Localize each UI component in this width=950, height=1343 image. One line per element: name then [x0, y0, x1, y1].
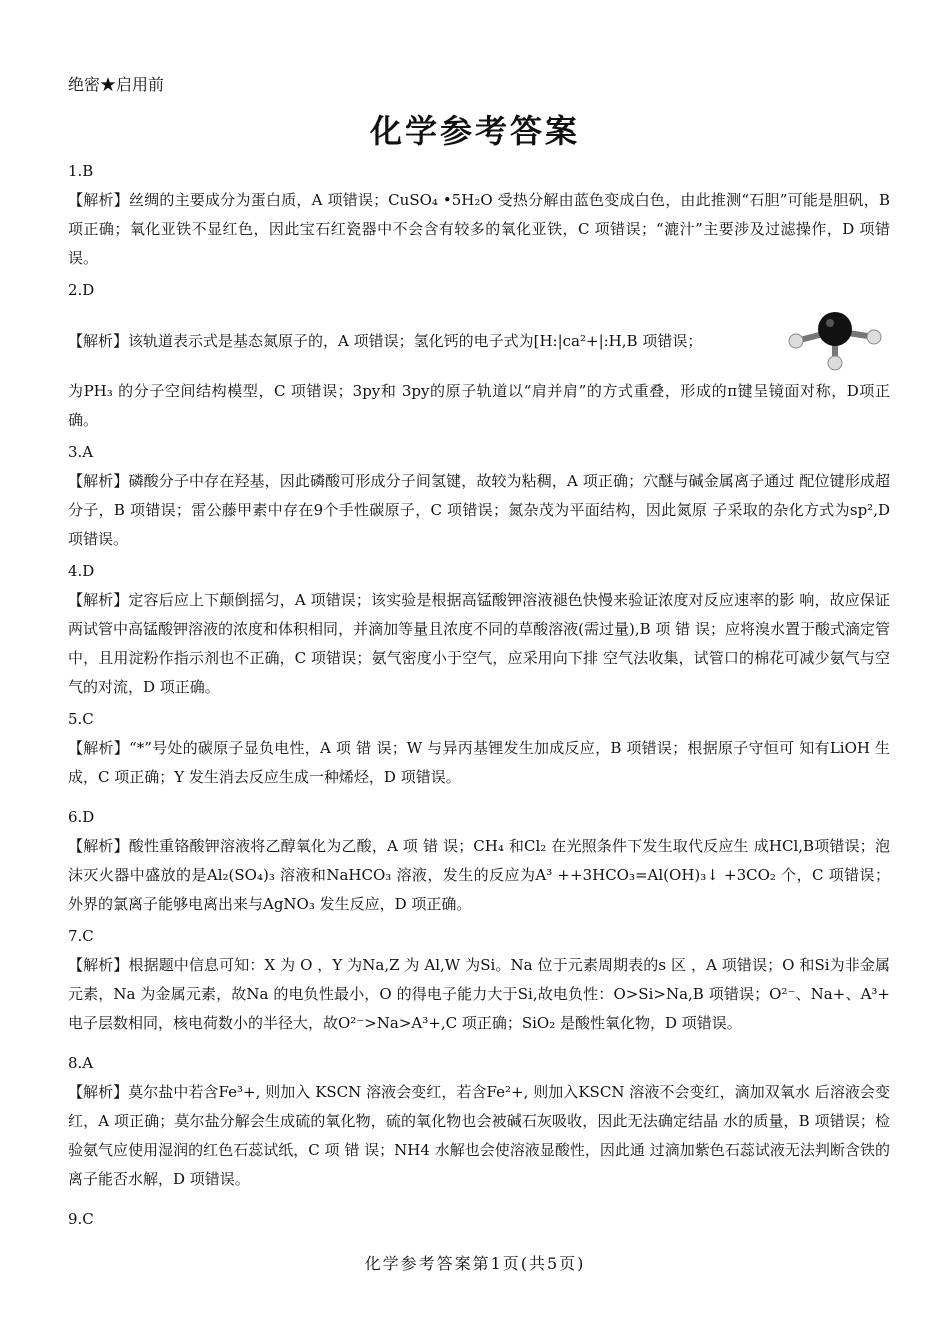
- analysis-1: 【解析】丝绸的主要成分为蛋白质，A 项错误；CuSO₄ •5H₂O 受热分解由蓝色变成白色，由此推测“石胆”可能是胆矾，B 项正确；氧化亚铁不显红色，因此宝石红瓷器中不会含有较多的氧化亚铁，C 项错误；“漉汁”主要涉及过滤操作，D 项错误。: [68, 191, 890, 267]
- ph3-molecule-model-icon: [780, 309, 890, 373]
- answer-number-8: 8.A: [68, 1054, 94, 1072]
- answer-number-3: 3.A: [68, 443, 94, 461]
- secret-mark: 绝密★启用前: [68, 75, 165, 94]
- analysis-2-row: [68, 309, 890, 373]
- analysis-6: 【解析】酸性重铬酸钾溶液将乙醇氧化为乙酸，A 项 错 误；CH₄ 和Cl₂ 在光照条件下发生取代反应生 成HCl,B项错误；泡沫灭火器中盛放的是Al₂(SO₄)₃ 溶液和NaHCO₃ 溶液，发生的反应为A³ ++3HCO₃=Al(OH)₃↓ +3CO₂ 个，C 项错误；外界的氯离子能够电离出来与AgNO₃ 发生反应，D 项正确。: [68, 837, 890, 913]
- page-title: 化学参考答案: [369, 112, 580, 150]
- page-footer: 化学参考答案第1页(共5页): [364, 1254, 586, 1273]
- answer-number-4: 4.D: [68, 562, 95, 580]
- analysis-2-part1: 【解析】该轨道表示式是基态氮原子的，A 项错误；氢化钙的电子式为[H:|ca²+|:H,B 项错误；: [68, 331, 703, 350]
- analysis-5: 【解析】“*”号处的碳原子显负电性，A 项 错 误；W 与异丙基锂发生加成反应，B 项错误；根据原子守恒可 知有LiOH 生 成，C 项正确；Y 发生消去反应生成一种烯烃，D 项错误。: [68, 739, 890, 786]
- answer-number-9: 9.C: [68, 1210, 94, 1228]
- answer-number-5: 5.C: [68, 710, 94, 728]
- answer-list: [68, 160, 890, 1230]
- analysis-7: 【解析】根据题中信息可知：X 为 O ，Y 为Na,Z 为 Al,W 为Si。Na 位于元素周期表的s 区 ，A 项错误；O 和Si为非金属元素，Na 为金属元素，故Na 的电负性最小，O 的得电子能力大于Si,故电负性：O>Si>Na,B 项错误；O²⁻、Na+、A³+ 电子层数相同，核电荷数小的半径大，故O²⁻>Na>A³+,C 项正确；SiO₂ 是酸性氧化物，D 项错误。: [68, 956, 890, 1032]
- analysis-4: 【解析】定容后应上下颠倒摇匀，A 项错误；该实验是根据高锰酸钾溶液褪色快慢来验证浓度对反应速率的影 响，故应保证两试管中高锰酸钾溶液的浓度和体积相同，并滴加等量且浓度不同的草酸溶液(需过量),B 项 错 误；应将溴水置于酸式滴定管中，且用淀粉作指示剂也不正确，C 项错误；氨气密度小于空气，应采用向下排 空气法收集，试管口的棉花可减少氨气与空气的对流，D 项正确。: [68, 591, 890, 696]
- analysis-3: 【解析】磷酸分子中存在羟基，因此磷酸可形成分子间氢键，故较为粘稠，A 项正确；穴醚与碱金属离子通过 配位键形成超分子，B 项错误；雷公藤甲素中存在9个手性碳原子，C 项错误；氮杂茂为平面结构，因此氮原 子采取的杂化方式为sp²,D 项错误。: [68, 472, 890, 548]
- analysis-8: 【解析】莫尔盐中若含Fe³+, 则加入 KSCN 溶液会变红，若含Fe²+, 则加入KSCN 溶液不会变红，滴加双氧水 后溶液会变红，A 项正确；莫尔盐分解会生成硫的氧化物，硫的氧化物也会被碱石灰吸收，因此无法确定结晶 水的质量，B 项错误；检验氨气应使用湿润的红色石蕊试纸，C 项 错 误；NH4 水解也会使溶液显酸性，因此通 过滴加紫色石蕊试液无法判断含铁的离子能否水解，D 项错误。: [68, 1083, 890, 1188]
- analysis-2-part2: 为PH₃ 的分子空间结构模型，C 项错误；3py和 3py的原子轨道以“肩并肩”的方式重叠，形成的π键呈镜面对称，D项正确。: [68, 382, 890, 429]
- answer-number-2: 2.D: [68, 281, 95, 299]
- answer-number-7: 7.C: [68, 927, 94, 945]
- answer-number-6: 6.D: [68, 808, 95, 826]
- answer-number-1: 1.B: [68, 162, 94, 180]
